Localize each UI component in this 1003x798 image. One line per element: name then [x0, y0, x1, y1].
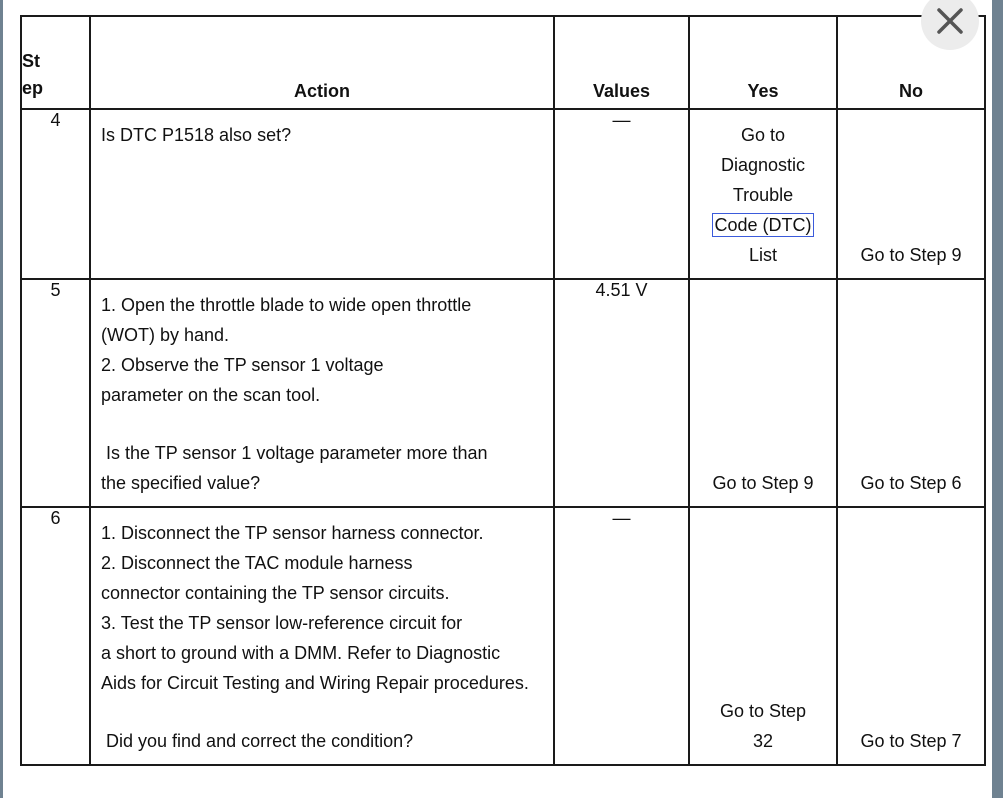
- action-line: Aids for Circuit Testing and Wiring Repair procedures.: [101, 673, 529, 693]
- no-cell: [837, 279, 985, 507]
- diagnostic-steps-table: [20, 15, 986, 766]
- action-line: 3. Test the TP sensor low-reference circuit for: [101, 613, 463, 633]
- no-text: Go to Step 6: [860, 473, 962, 493]
- yes-text: [690, 696, 836, 756]
- step-number: 6: [21, 507, 90, 765]
- action-line: 2. Disconnect the TAC module harness: [101, 553, 413, 573]
- document-page: [3, 0, 992, 798]
- yes-line: Go to Step: [719, 701, 807, 721]
- question-line: Is the TP sensor 1 voltage parameter more than: [101, 443, 488, 463]
- action-line: parameter on the scan tool.: [101, 385, 321, 405]
- header-no: No: [837, 16, 985, 109]
- value-cell: 4.51 V: [554, 279, 689, 507]
- action-line: (WOT) by hand.: [101, 325, 230, 345]
- action-line: 1. Disconnect the TP sensor harness connector.: [101, 523, 484, 543]
- action-line: Is DTC P1518 also set?: [101, 125, 292, 145]
- no-text: Go to Step 7: [860, 731, 962, 751]
- close-x-icon: [935, 6, 965, 36]
- action-cell: [90, 109, 554, 279]
- table-header-row: [21, 16, 985, 109]
- yes-line: Trouble: [732, 185, 794, 205]
- header-values: Values: [554, 16, 689, 109]
- action-line: connector containing the TP sensor circuits.: [101, 583, 450, 603]
- table-row: [21, 279, 985, 507]
- question-line: the specified value?: [101, 473, 261, 493]
- action-line: 1. Open the throttle blade to wide open throttle: [101, 295, 472, 315]
- step-number: 4: [21, 109, 90, 279]
- header-yes: Yes: [689, 16, 837, 109]
- yes-cell: [689, 109, 837, 279]
- header-step: [21, 16, 90, 109]
- yes-line: Go to: [740, 125, 786, 145]
- header-step-line2: ep: [22, 78, 44, 98]
- header-step-line1: St: [22, 51, 40, 71]
- yes-line: 32: [752, 731, 774, 751]
- value-cell: —: [554, 507, 689, 765]
- question-line: Did you find and correct the condition?: [101, 731, 414, 751]
- no-text: Go to Step 9: [860, 245, 962, 265]
- yes-cell: [689, 507, 837, 765]
- step-number: 5: [21, 279, 90, 507]
- yes-line: List: [748, 245, 777, 265]
- action-cell: [90, 279, 554, 507]
- table-row: [21, 109, 985, 279]
- yes-line: Diagnostic: [720, 155, 806, 175]
- dtc-list-link[interactable]: Code (DTC): [714, 215, 812, 235]
- no-cell: [837, 109, 985, 279]
- action-line: 2. Observe the TP sensor 1 voltage: [101, 355, 384, 375]
- value-cell: —: [554, 109, 689, 279]
- yes-text: Go to Step 9: [712, 473, 814, 493]
- header-action: Action: [90, 16, 554, 109]
- action-line: a short to ground with a DMM. Refer to Diagnostic: [101, 643, 501, 663]
- no-cell: [837, 507, 985, 765]
- action-cell: [90, 507, 554, 765]
- yes-cell: [689, 279, 837, 507]
- table-row: [21, 507, 985, 765]
